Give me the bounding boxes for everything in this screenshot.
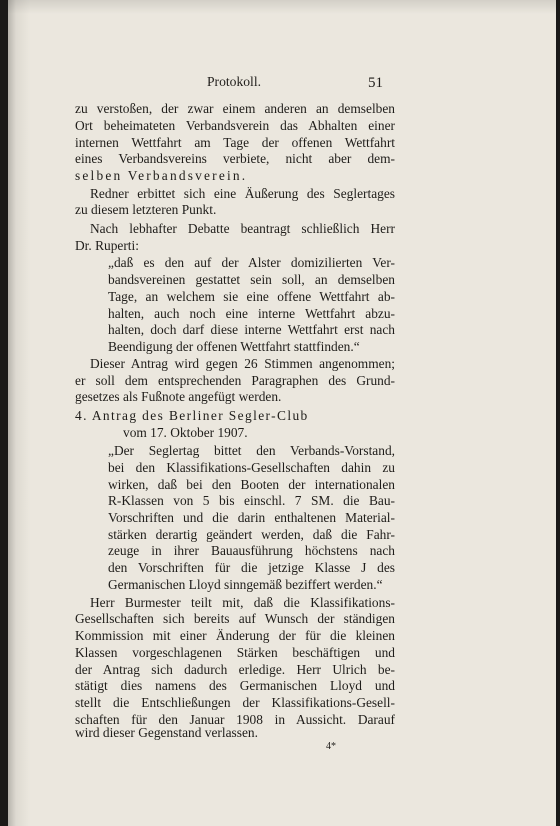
- quote-line: „daß es den auf der Alster domizilierten Ver-: [108, 255, 395, 271]
- text-line: Nach lebhafter Debatte beantragt schließlich Herr: [90, 220, 395, 236]
- page-number: 51: [368, 75, 383, 91]
- item-heading-date: vom 17. Oktober 1907.: [123, 424, 248, 440]
- text-line: schaften für den Januar 1908 in Aussicht. Darauf: [75, 711, 395, 727]
- page-text: [8, 0, 556, 826]
- quote-line: bei den Klassifikations-Gesellschaften dahin zu: [108, 459, 395, 475]
- text-line: Gesellschaften sich bereits auf Wunsch der ständigen: [75, 611, 395, 627]
- text-line: Ort beheimateten Verbandsverein das Abhalten einer: [75, 117, 395, 133]
- text-line: wird dieser Gegenstand verlassen.: [75, 725, 258, 740]
- quote-line: bandsvereinen gestattet sein soll, an demselben: [108, 272, 395, 287]
- text-line: Kommission mit einer Änderung der für die kleinen: [75, 628, 395, 644]
- text-line: zu diesem letzteren Punkt.: [75, 202, 217, 218]
- quote-line: Germanischen Lloyd sinngemäß beziffert werden.“: [108, 576, 383, 592]
- quote-line: Tage, an welchem sie eine offene Wettfahrt ab-: [108, 288, 395, 304]
- text-line: Herr Burmester teilt mit, daß die Klassifikations-: [90, 594, 395, 610]
- quote-line: R-Klassen von 5 bis einschl. 7 SM. die Bau-: [108, 493, 395, 509]
- quote-line: Beendigung der offenen Wettfahrt stattfinden.“: [108, 339, 360, 354]
- text-line: er soll dem entsprechenden Paragraphen des Grund-: [75, 372, 395, 388]
- running-header-title: Protokoll.: [207, 74, 262, 89]
- text-line: Redner erbittet sich eine Äußerung des Seglertages: [90, 185, 395, 201]
- item-heading: 4. Antrag des Berliner Segler-Club: [75, 407, 309, 423]
- text-line: Dr. Ruperti:: [75, 237, 139, 253]
- signature-mark: 4*: [326, 741, 336, 752]
- quote-line: stärken derartig geändert werden, daß die Fahr-: [108, 526, 395, 542]
- text-line: gesetzes als Fußnote angefügt werden.: [75, 389, 282, 405]
- text-line: stätigt dies namens des Germanischen Lloyd und: [75, 678, 395, 694]
- text-line: internen Wettfahrt am Tage der offenen Wettfahrt: [75, 134, 395, 150]
- quote-line: „Der Seglertag bittet den Verbands-Vorstand,: [108, 443, 395, 458]
- quote-line: zeuge in ihrer Bauausführung höchstens nach: [108, 543, 395, 559]
- text-line: Dieser Antrag wird gegen 26 Stimmen angenommen;: [90, 355, 395, 371]
- quote-line: halten, doch darf diese interne Wettfahrt erst nach: [108, 322, 395, 338]
- text-line: eines Verbandsvereins verbiete, nicht aber dem-: [75, 151, 395, 167]
- book-page: [8, 0, 556, 826]
- quote-line: den Vorschriften für die jetzige Klasse J des: [108, 560, 395, 576]
- text-line: Klassen vorgeschlagenen Stärken beschäftigen und: [75, 644, 395, 660]
- quote-line: halten, auch noch eine interne Wettfahrt abzu-: [108, 305, 395, 321]
- quote-line: Vorschriften und die darin enthaltenen Material-: [108, 509, 395, 525]
- text-line: selben Verbandsverein.: [75, 168, 248, 183]
- quote-line: wirken, daß bei den Booten der internationalen: [108, 476, 395, 492]
- text-line: stellt die Entschließungen der Klassifikations-Gesell-: [75, 695, 395, 710]
- text-line: der Antrag sich dadurch erledige. Herr Ulrich be-: [75, 661, 395, 677]
- text-line: zu verstoßen, der zwar einem anderen an demselben: [75, 101, 395, 116]
